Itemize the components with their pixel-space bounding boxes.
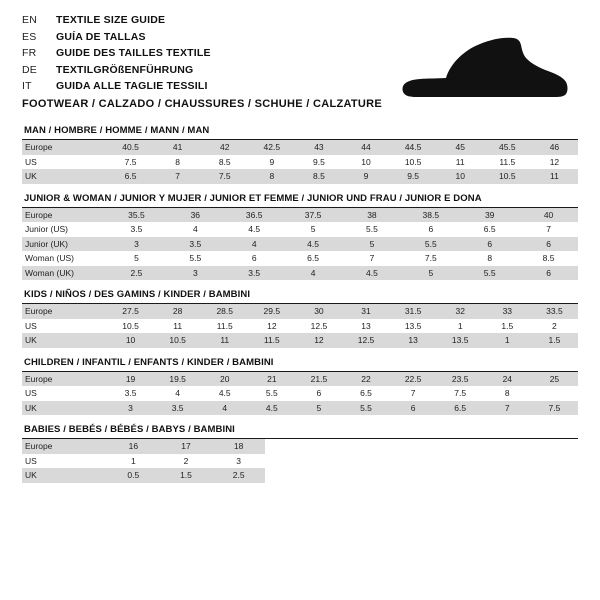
size-cell: 18 <box>212 439 265 454</box>
language-row <box>22 31 362 48</box>
table-row <box>22 140 578 155</box>
size-cell: 16 <box>107 439 160 454</box>
row-label: UK <box>22 169 107 184</box>
row-label: Europe <box>22 208 107 223</box>
size-table <box>22 439 265 483</box>
size-cell: 30 <box>295 304 342 319</box>
size-cell: 7.5 <box>437 386 484 401</box>
row-label: US <box>22 454 107 469</box>
size-cell <box>531 386 578 401</box>
language-title-list <box>22 14 362 97</box>
row-label: Europe <box>22 439 107 454</box>
size-cell: 10 <box>107 333 154 348</box>
table-row <box>22 251 578 266</box>
size-cell: 8.5 <box>295 169 342 184</box>
language-code: DE <box>22 63 37 76</box>
row-label: UK <box>22 401 107 416</box>
size-cell: 3 <box>166 266 225 281</box>
size-table-title: CHILDREN / INFANTIL / ENFANTS / KINDER / BAMBINI <box>22 357 578 372</box>
size-cell: 29.5 <box>248 304 295 319</box>
size-cell: 37.5 <box>284 208 343 223</box>
size-cell: 7 <box>484 401 531 416</box>
size-cell: 0.5 <box>107 468 160 483</box>
size-cell: 6.5 <box>284 251 343 266</box>
table-row <box>22 266 578 281</box>
size-cell: 1.5 <box>531 333 578 348</box>
size-cell: 11.5 <box>484 155 531 170</box>
page-title: FOOTWEAR / CALZADO / CHAUSSURES / SCHUHE / CALZATURE <box>22 98 383 110</box>
size-cell: 6.5 <box>460 222 519 237</box>
language-title: TEXTILE SIZE GUIDE <box>56 14 166 26</box>
size-cell: 4 <box>201 401 248 416</box>
table-row <box>22 319 578 334</box>
size-cell: 6 <box>519 266 578 281</box>
size-cell: 4.5 <box>343 266 402 281</box>
size-cell: 35.5 <box>107 208 166 223</box>
size-table <box>22 208 578 281</box>
size-cell: 20 <box>201 372 248 387</box>
size-cell: 1 <box>484 333 531 348</box>
size-cell: 42.5 <box>248 140 295 155</box>
size-table-block <box>22 125 578 184</box>
size-table <box>22 140 578 184</box>
row-label: Junior (UK) <box>22 237 107 252</box>
size-cell: 8.5 <box>201 155 248 170</box>
size-cell: 5 <box>343 237 402 252</box>
size-cell: 5 <box>401 266 460 281</box>
size-cell: 5 <box>107 251 166 266</box>
size-cell: 7 <box>519 222 578 237</box>
size-cell: 9 <box>248 155 295 170</box>
size-cell: 22.5 <box>390 372 437 387</box>
size-cell: 6.5 <box>107 169 154 184</box>
size-cell: 21 <box>248 372 295 387</box>
size-cell: 3.5 <box>225 266 284 281</box>
size-cell: 9 <box>342 169 389 184</box>
row-label: Woman (UK) <box>22 266 107 281</box>
size-cell: 22 <box>342 372 389 387</box>
table-row <box>22 208 578 223</box>
page-header <box>22 14 578 114</box>
size-cell: 7 <box>154 169 201 184</box>
size-cell: 9.5 <box>295 155 342 170</box>
language-code: EN <box>22 14 37 26</box>
size-cell: 13.5 <box>390 319 437 334</box>
size-cell: 24 <box>484 372 531 387</box>
spacer <box>22 280 578 289</box>
size-cell: 7.5 <box>531 401 578 416</box>
language-code: ES <box>22 30 37 43</box>
size-cell: 41 <box>154 140 201 155</box>
size-cell: 10.5 <box>154 333 201 348</box>
size-cell: 2.5 <box>212 468 265 483</box>
size-cell: 38 <box>343 208 402 223</box>
row-label: US <box>22 319 107 334</box>
size-tables <box>22 114 578 483</box>
size-cell: 27.5 <box>107 304 154 319</box>
table-row <box>22 386 578 401</box>
size-cell: 4.5 <box>248 401 295 416</box>
size-cell: 13 <box>342 319 389 334</box>
size-cell: 43 <box>295 140 342 155</box>
size-table-title: JUNIOR & WOMAN / JUNIOR Y MUJER / JUNIOR ET FEMME / JUNIOR UND FRAU / JUNIOR E DONA <box>22 193 578 208</box>
language-code: FR <box>22 47 37 59</box>
size-cell: 7.5 <box>107 155 154 170</box>
table-row <box>22 155 578 170</box>
size-cell: 1 <box>107 454 160 469</box>
size-cell: 12 <box>248 319 295 334</box>
row-label: Europe <box>22 140 107 155</box>
language-title: GUIDA ALLE TAGLIE TESSILI <box>56 80 208 92</box>
size-cell: 3.5 <box>107 222 166 237</box>
size-cell: 39 <box>460 208 519 223</box>
language-code: IT <box>22 80 32 92</box>
size-cell: 11 <box>531 169 578 184</box>
spacer <box>22 184 578 193</box>
table-row <box>22 401 578 416</box>
size-cell: 5.5 <box>401 237 460 252</box>
size-cell: 12 <box>295 333 342 348</box>
size-table <box>22 304 578 348</box>
size-cell: 10 <box>342 155 389 170</box>
size-table-title: KIDS / NIÑOS / DES GAMINS / KINDER / BAMBINI <box>22 289 578 304</box>
size-cell: 4.5 <box>201 386 248 401</box>
table-row <box>22 237 578 252</box>
size-cell: 8 <box>248 169 295 184</box>
size-cell: 6 <box>295 386 342 401</box>
size-cell: 3 <box>107 401 154 416</box>
size-table-block <box>22 424 578 483</box>
row-label: US <box>22 386 107 401</box>
size-cell: 4 <box>154 386 201 401</box>
size-cell: 5.5 <box>343 222 402 237</box>
size-cell: 11 <box>201 333 248 348</box>
size-table <box>22 372 578 416</box>
size-cell: 11.5 <box>201 319 248 334</box>
size-cell: 32 <box>437 304 484 319</box>
size-cell: 5 <box>295 401 342 416</box>
size-cell: 1.5 <box>160 468 213 483</box>
size-cell: 2 <box>531 319 578 334</box>
size-cell: 3 <box>107 237 166 252</box>
size-cell: 11 <box>437 155 484 170</box>
row-label: Europe <box>22 372 107 387</box>
size-table-title: MAN / HOMBRE / HOMME / MANN / MAN <box>22 125 578 140</box>
size-cell: 12 <box>531 155 578 170</box>
size-cell: 44 <box>342 140 389 155</box>
size-cell: 8 <box>484 386 531 401</box>
size-cell: 8.5 <box>519 251 578 266</box>
size-cell: 23.5 <box>437 372 484 387</box>
size-cell: 19 <box>107 372 154 387</box>
size-cell: 11 <box>154 319 201 334</box>
row-label: Woman (US) <box>22 251 107 266</box>
size-cell: 5.5 <box>166 251 225 266</box>
size-cell: 7.5 <box>401 251 460 266</box>
size-cell: 7 <box>343 251 402 266</box>
table-row <box>22 222 578 237</box>
row-label: UK <box>22 333 107 348</box>
size-cell: 31 <box>342 304 389 319</box>
size-table-block <box>22 357 578 416</box>
size-cell: 13 <box>390 333 437 348</box>
size-cell: 4 <box>284 266 343 281</box>
size-cell: 36.5 <box>225 208 284 223</box>
row-label: UK <box>22 468 107 483</box>
dress-shoe-icon <box>380 34 570 109</box>
size-cell: 17 <box>160 439 213 454</box>
table-row <box>22 439 265 454</box>
size-cell: 6.5 <box>342 386 389 401</box>
size-cell: 6 <box>460 237 519 252</box>
table-row <box>22 454 265 469</box>
size-cell: 3.5 <box>107 386 154 401</box>
size-cell: 45 <box>437 140 484 155</box>
size-cell: 12.5 <box>295 319 342 334</box>
size-cell: 28.5 <box>201 304 248 319</box>
size-cell: 6 <box>401 222 460 237</box>
size-table-block <box>22 289 578 348</box>
size-cell: 25 <box>531 372 578 387</box>
language-row <box>22 14 362 31</box>
table-row <box>22 468 265 483</box>
size-cell: 40.5 <box>107 140 154 155</box>
size-cell: 7.5 <box>201 169 248 184</box>
size-table-title: BABIES / BEBÉS / BÉBÉS / BABYS / BAMBINI <box>22 424 578 439</box>
size-cell: 5.5 <box>342 401 389 416</box>
size-cell: 7 <box>390 386 437 401</box>
size-cell: 3 <box>212 454 265 469</box>
size-cell: 5 <box>284 222 343 237</box>
size-cell: 12.5 <box>342 333 389 348</box>
spacer <box>22 348 578 357</box>
size-cell: 36 <box>166 208 225 223</box>
size-cell: 8 <box>154 155 201 170</box>
size-cell: 10.5 <box>107 319 154 334</box>
size-cell: 10.5 <box>484 169 531 184</box>
size-cell: 4.5 <box>225 222 284 237</box>
size-cell: 11.5 <box>248 333 295 348</box>
table-row <box>22 372 578 387</box>
size-cell: 2.5 <box>107 266 166 281</box>
language-title: GUIDE DES TAILLES TEXTILE <box>56 47 211 59</box>
size-cell: 13.5 <box>437 333 484 348</box>
spacer <box>22 415 578 424</box>
size-cell: 4 <box>166 222 225 237</box>
size-cell: 1.5 <box>484 319 531 334</box>
size-cell: 10.5 <box>390 155 437 170</box>
size-cell: 8 <box>460 251 519 266</box>
size-cell: 21.5 <box>295 372 342 387</box>
size-cell: 2 <box>160 454 213 469</box>
size-cell: 3.5 <box>166 237 225 252</box>
row-label: Junior (US) <box>22 222 107 237</box>
table-row <box>22 169 578 184</box>
spacer <box>22 114 578 125</box>
size-cell: 9.5 <box>390 169 437 184</box>
size-cell: 42 <box>201 140 248 155</box>
size-cell: 45.5 <box>484 140 531 155</box>
size-cell: 46 <box>531 140 578 155</box>
size-cell: 33.5 <box>531 304 578 319</box>
table-row <box>22 333 578 348</box>
size-cell: 44.5 <box>390 140 437 155</box>
size-cell: 38.5 <box>401 208 460 223</box>
size-cell: 6 <box>390 401 437 416</box>
size-table-block <box>22 193 578 281</box>
size-cell: 33 <box>484 304 531 319</box>
size-cell: 4 <box>225 237 284 252</box>
table-row <box>22 304 578 319</box>
language-row <box>22 80 362 97</box>
language-title: GUÍA DE TALLAS <box>56 30 146 43</box>
language-row <box>22 47 362 64</box>
language-row <box>22 64 362 81</box>
size-cell: 40 <box>519 208 578 223</box>
size-cell: 4.5 <box>284 237 343 252</box>
size-cell: 3.5 <box>154 401 201 416</box>
row-label: Europe <box>22 304 107 319</box>
size-cell: 19.5 <box>154 372 201 387</box>
size-cell: 6 <box>225 251 284 266</box>
size-cell: 31.5 <box>390 304 437 319</box>
size-cell: 6 <box>519 237 578 252</box>
row-label: US <box>22 155 107 170</box>
size-cell: 5.5 <box>248 386 295 401</box>
language-title: TEXTILGRÖßENFÜHRUNG <box>56 63 194 76</box>
size-cell: 1 <box>437 319 484 334</box>
size-cell: 6.5 <box>437 401 484 416</box>
size-cell: 28 <box>154 304 201 319</box>
size-cell: 5.5 <box>460 266 519 281</box>
size-cell: 10 <box>437 169 484 184</box>
